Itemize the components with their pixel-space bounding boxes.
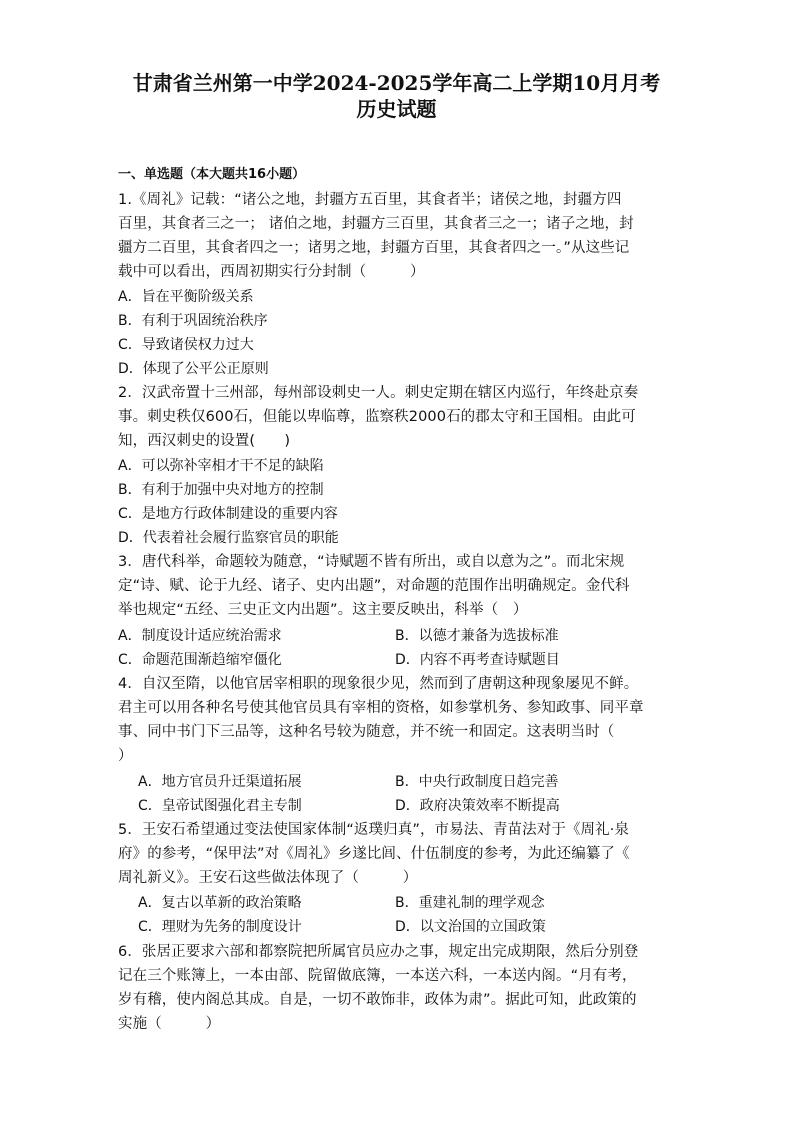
question-3-text: 3．唐代科举，命题较为随意，“诗赋题不皆有所出，或自以意为之”。而北宋规	[118, 554, 625, 570]
question-5-option-d: D．以文治国的立国政策	[395, 919, 546, 935]
question-3-option-b: B．以德才兼备为选拔标准	[395, 628, 559, 644]
question-1-text: 载中可以看出，西周初期实行分封制（ ）	[118, 264, 425, 280]
question-1-option-d: D．体现了公平公正原则	[118, 361, 269, 377]
document-subtitle: 历史试题	[356, 97, 437, 121]
question-2-text: 2．汉武帝置十三州部，每州部设刺史一人。刺史定期在辖区内巡行，年终赴京奏	[118, 385, 639, 401]
question-2-option-b: B．有利于加强中央对地方的控制	[118, 482, 324, 498]
question-2-text: 事。刺史秩仅600石，但能以卑临尊，监察秩2000石的郡太守和王国相。由此可	[118, 409, 636, 425]
question-2-option-a: A．可以弥补宰相才干不足的缺陷	[118, 458, 324, 474]
question-4-option-c: C．皇帝试图强化君主专制	[138, 798, 302, 814]
question-5-text: 周礼新义》。王安石这些做法体现了（ ）	[118, 870, 418, 886]
question-5-text: 5．王安石希望通过变法使国家体制“返璞归真”，市易法、青苗法对于《周礼·泉	[118, 822, 630, 838]
question-4-text: 事、同中书门下三品等，这种名号较为随意，并不统一和固定。这表明当时（	[118, 724, 615, 740]
question-6-text: 记在三个账簿上，一本由部、院留做底簿，一本送六科，一本送内阁。“月有考，	[118, 968, 637, 984]
question-5-option-a: A．复古以革新的政治策略	[138, 895, 302, 911]
question-1-option-b: B．有利于巩固统治秩序	[118, 313, 268, 329]
question-1-text: 百里，其食者三之一； 诸伯之地，封疆方三百里，其食者三之一；诸子之地，封	[118, 216, 634, 232]
question-2-option-c: C．是地方行政体制建设的重要内容	[118, 506, 338, 522]
question-1-option-a: A．旨在平衡阶级关系	[118, 289, 254, 305]
question-3-option-c: C．命题范围渐趋缩窄僵化	[118, 652, 282, 668]
document-title: 甘肃省兰州第一中学2024-2025学年高二上学期10月月考	[132, 71, 661, 95]
question-2-text: 知，西汉刺史的设置( )	[118, 433, 291, 449]
question-4-option-b: B．中央行政制度日趋完善	[395, 774, 559, 790]
question-6-text: 岁有稽，使内阁总其成。自是，一切不敢饰非，政体为肃”。据此可知，此政策的	[118, 992, 637, 1008]
question-5-option-b: B．重建礼制的理学观念	[395, 895, 545, 911]
question-3-text: 举也规定“五经、三史正文内出题”。这主要反映出，科举（ ）	[118, 602, 528, 618]
question-1-text: 疆方二百里，其食者四之一；诸男之地，封疆方百里，其食者四之一。”从这些记	[118, 240, 630, 256]
question-2-option-d: D．代表着社会履行监察官员的职能	[118, 530, 339, 546]
question-4-text: 君主可以用各种名号使其他官员具有宰相的资格，如参掌机务、参知政事、同平章	[118, 700, 644, 716]
question-4-text: ）	[118, 748, 133, 764]
section-heading: 一、单选题（本大题共16小题）	[118, 167, 306, 182]
question-5-option-c: C．理财为先务的制度设计	[138, 919, 302, 935]
question-6-text: 实施（ ）	[118, 1016, 221, 1032]
question-3-text: 定“诗、赋、论于九经、诸子、史内出题”，对命题的范围作出明确规定。金代科	[118, 578, 630, 594]
question-1-text: 1.《周礼》记载：“诸公之地，封疆方五百里，其食者半；诸侯之地，封疆方四	[118, 192, 622, 208]
question-4-option-d: D．政府决策效率不断提高	[395, 798, 560, 814]
question-3-option-a: A．制度设计适应统治需求	[118, 628, 282, 644]
question-4-text: 4．自汉至隋，以他官居宰相职的现象很少见，然而到了唐朝这种现象屡见不鲜。	[118, 676, 639, 692]
question-6-text: 6．张居正要求六部和都察院把所属官员应办之事，规定出完成期限，然后分别登	[118, 944, 639, 960]
question-1-option-c: C．导致诸侯权力过大	[118, 337, 254, 353]
question-3-option-d: D．内容不再考查诗赋题目	[395, 652, 560, 668]
question-5-text: 府》的参考，“保甲法”对《周礼》乡遂比闾、什伍制度的参考，为此还编纂了《	[118, 846, 630, 862]
question-4-option-a: A．地方官员升迁渠道拓展	[138, 774, 302, 790]
